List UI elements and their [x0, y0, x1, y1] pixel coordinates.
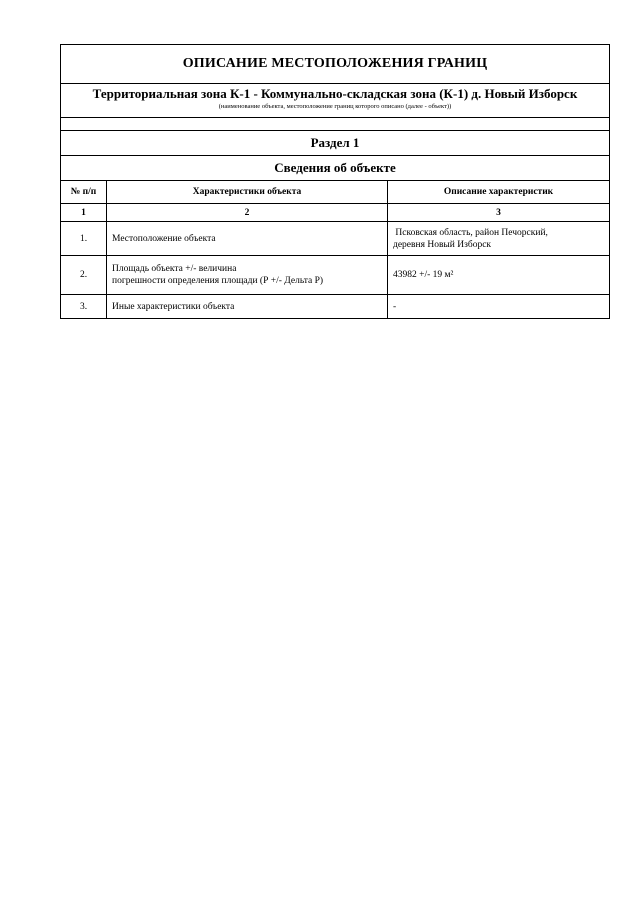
section-title: Раздел 1 — [61, 131, 610, 156]
characteristic-line: Иные характеристики объекта — [112, 301, 235, 312]
table-row — [61, 295, 610, 319]
column-header-characteristic: Характеристики объекта — [107, 181, 388, 204]
column-header-number: № п/п — [61, 181, 107, 204]
spacer-row — [61, 118, 610, 131]
description-line: - — [393, 301, 397, 312]
characteristic-line: Местоположение объекта — [112, 233, 216, 244]
column-number-3: 3 — [388, 204, 610, 222]
boundary-description-form — [60, 44, 610, 319]
column-header-description: Описание характеристик — [388, 181, 610, 204]
row-number: 2. — [61, 256, 107, 295]
document-title: ОПИСАНИЕ МЕСТОПОЛОЖЕНИЯ ГРАНИЦ — [61, 45, 610, 84]
characteristic-line: Площадь объекта +/- величина — [112, 264, 237, 274]
subsection-title: Сведения об объекте — [61, 156, 610, 181]
description-line: деревня Новый Изборск — [393, 239, 492, 250]
row-number: 1. — [61, 222, 107, 256]
row-description — [388, 295, 610, 319]
table-row — [61, 222, 610, 256]
column-number-row — [61, 204, 610, 222]
row-description — [388, 256, 610, 295]
row-characteristic — [107, 295, 388, 319]
table-row — [61, 256, 610, 295]
column-number-1: 1 — [61, 204, 107, 222]
description-line: 43982 +/- 19 м² — [393, 270, 454, 280]
row-number: 3. — [61, 295, 107, 319]
object-name: Территориальная зона К-1 - Коммунально-складская зона (К-1) д. Новый Изборск — [61, 84, 610, 104]
column-number-2: 2 — [107, 204, 388, 222]
document-sheet — [60, 44, 609, 319]
object-name-note: (наименование объекта, местоположение границ которого описано (далее - объект)) — [61, 103, 610, 118]
column-header-row — [61, 181, 610, 204]
row-characteristic — [107, 256, 388, 295]
row-characteristic — [107, 222, 388, 256]
description-line: Псковская область, район Печорский, — [393, 227, 548, 238]
row-description — [388, 222, 610, 256]
characteristic-line: погрешности определения площади (Р +/- Дельта Р) — [112, 276, 324, 286]
